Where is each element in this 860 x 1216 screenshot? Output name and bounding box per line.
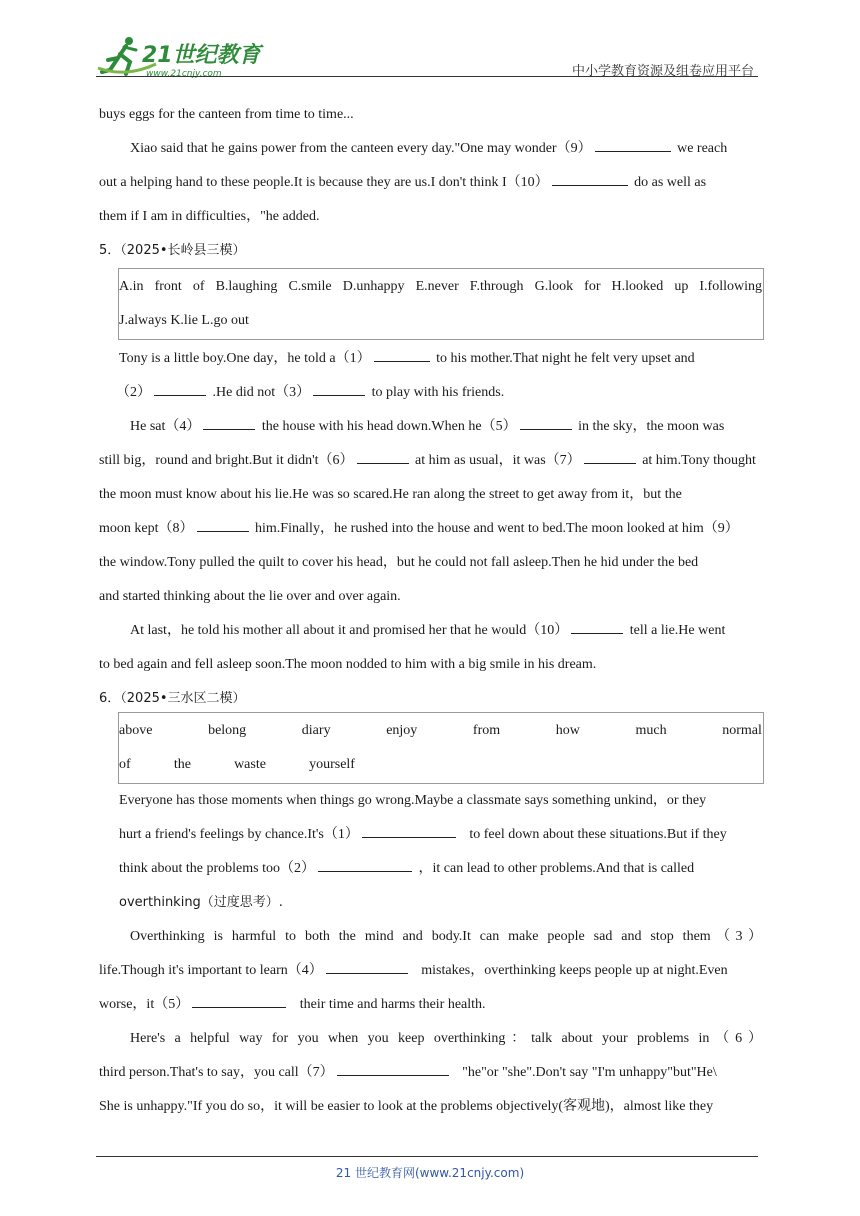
- header-divider: [96, 76, 758, 77]
- answer-blank-4: [326, 972, 408, 974]
- text-line: the window.Tony pulled the quilt to cover his head，but he could not fall asleep.Then he hid under the bed: [99, 555, 699, 570]
- answer-blank-9: [595, 150, 671, 152]
- answer-blank-5: [192, 1006, 286, 1008]
- footer-divider: [96, 1156, 758, 1157]
- word-bank-word: normal: [722, 723, 762, 738]
- text-line: moon kept（8） him.Finally，he rushed into the house and went to bed.The moon looked at him（9）: [99, 521, 739, 536]
- answer-blank-8: [197, 530, 249, 532]
- page-header: [96, 30, 758, 78]
- word-bank-line: A.in front of B.laughing C.smile D.unhappy E.never F.through G.look for H.looked up I.following: [119, 279, 762, 294]
- answer-blank-7: [584, 462, 636, 464]
- text-line: out a helping hand to these people.It is because they are us.I don't think I（10） do as well as: [99, 175, 707, 190]
- text-line: to bed again and fell asleep soon.The moon nodded to him with a big smile in his dream.: [99, 657, 597, 672]
- text-line: think about the problems too（2） ，it can lead to other problems.And that is called: [119, 861, 695, 876]
- answer-blank-1: [374, 360, 430, 362]
- word-bank-word: of: [119, 757, 131, 772]
- text-line: Everyone has those moments when things go wrong.Maybe a classmate says something unkind，or they: [119, 793, 707, 808]
- text-line: Overthinking is harmful to both the mind and body.It can make people sad and stop them（3）: [130, 929, 762, 944]
- word-bank-word: diary: [301, 723, 331, 738]
- answer-blank-3: [313, 394, 365, 396]
- footer-link[interactable]: 21 世纪教育网(www.21cnjy.com): [335, 1166, 525, 1180]
- word-bank-word: belong: [208, 723, 247, 738]
- answer-blank-2: [154, 394, 206, 396]
- answer-blank-10: [552, 184, 628, 186]
- text-line: life.Though it's important to learn（4） mistakes，overthinking keeps people up at night.Even: [99, 963, 728, 978]
- text-line: buys eggs for the canteen from time to time...: [99, 107, 354, 122]
- text-line: hurt a friend's feelings by chance.It's（1） to feel down about these situations.But if they: [119, 827, 727, 842]
- text-line: （2） .He did not（3） to play with his friends.: [116, 385, 505, 400]
- logo: [96, 34, 266, 78]
- text-line: She is unhappy."If you do so，it will be easier to look at the problems objectively(客观地)，almost like they: [99, 1099, 714, 1114]
- text-line: Tony is a little boy.One day，he told a（1） to his mother.That night he felt very upset and: [119, 351, 695, 366]
- text-line: third person.That's to say，you call（7） "he"or "she".Don't say "I'm unhappy"but"He\: [99, 1065, 717, 1080]
- answer-blank-4: [203, 428, 255, 430]
- text-line: overthinking（过度思考）.: [119, 895, 283, 910]
- text-line: and started thinking about the lie over and over again.: [99, 589, 401, 604]
- text-line: Xiao said that he gains power from the canteen every day."One may wonder（9） we reach: [130, 141, 728, 156]
- answer-blank-5: [520, 428, 572, 430]
- text-line: the moon must know about his lie.He was so scared.He ran along the street to get away from it，but the: [99, 487, 682, 502]
- word-bank-word: from: [472, 723, 501, 738]
- answer-blank-7: [337, 1074, 449, 1076]
- text-line: still big，round and bright.But it didn't（6） at him as usual，it was（7） at him.Tony thought: [99, 453, 756, 468]
- answer-blank-2: [318, 870, 412, 872]
- word-bank-word: above: [119, 723, 153, 738]
- word-bank-word: yourself: [309, 757, 355, 772]
- text-line: He sat（4） the house with his head down.When he（5） in the sky，the moon was: [130, 419, 725, 434]
- question-5-label: 5．（2025•长岭县三模）: [99, 243, 246, 258]
- text-line: Here's a helpful way for you when you keep overthinking：talk about your problems in（6）: [130, 1031, 762, 1046]
- text-line: At last，he told his mother all about it and promised her that he would（10） tell a lie.He went: [130, 623, 726, 638]
- logo-url: www.21cnjy.com: [146, 69, 222, 78]
- text-line: worse，it（5） their time and harms their health.: [99, 997, 486, 1012]
- word-bank-word: waste: [234, 757, 266, 772]
- answer-blank-10: [571, 632, 623, 634]
- word-bank-word: the: [173, 757, 191, 772]
- word-bank-word: how: [555, 723, 580, 738]
- word-bank-word: enjoy: [386, 723, 418, 738]
- logo-text: 21世纪教育: [142, 43, 261, 68]
- word-bank-line: J.always K.lie L.go out: [119, 313, 249, 328]
- word-bank-row: [119, 748, 355, 782]
- answer-blank-6: [357, 462, 409, 464]
- question-6-label: 6．（2025•三水区二模）: [99, 691, 246, 706]
- word-bank-word: much: [635, 723, 667, 738]
- answer-blank-1: [362, 836, 456, 838]
- text-line: them if I am in difficulties，"he added.: [99, 209, 320, 224]
- word-bank-row: [119, 714, 762, 748]
- platform-name: 中小学教育资源及组卷应用平台: [571, 64, 754, 79]
